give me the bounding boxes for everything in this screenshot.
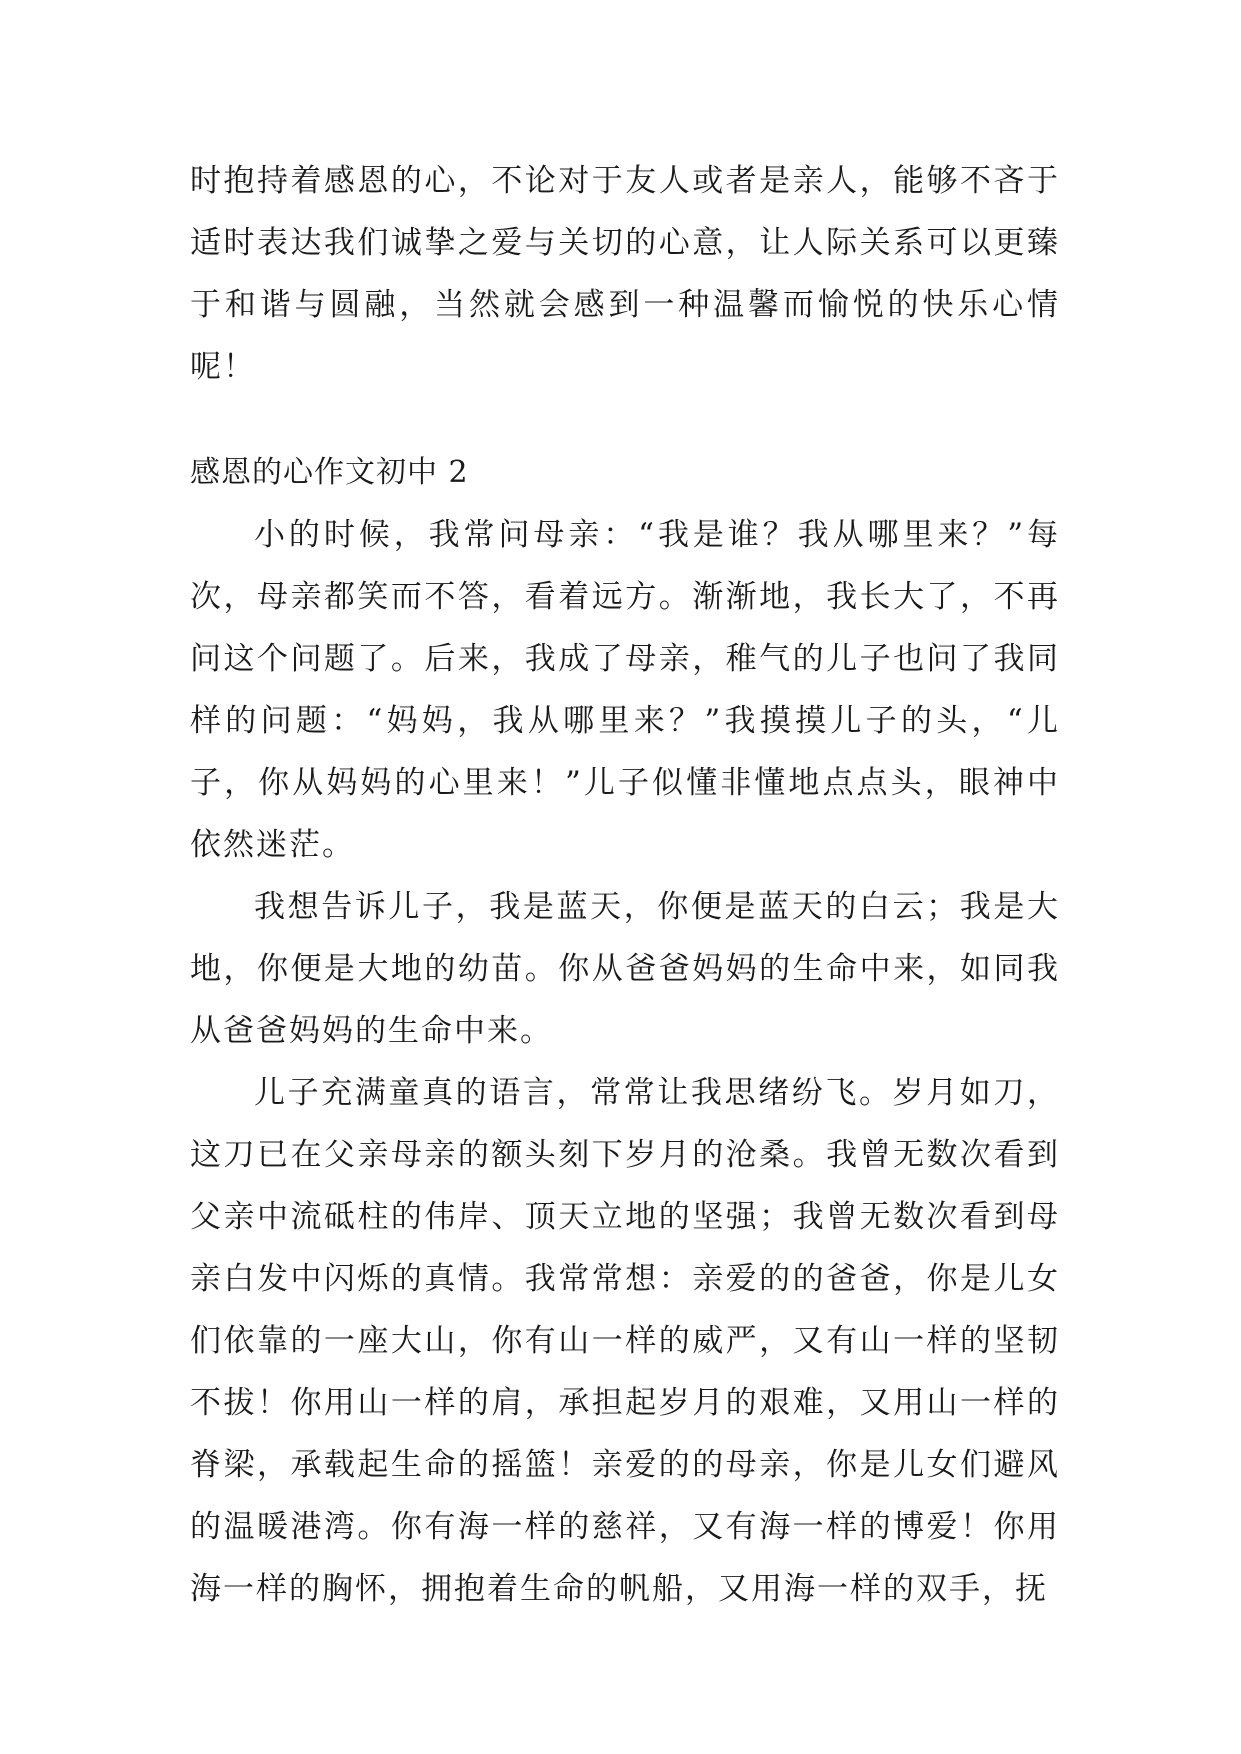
- paragraph-2: 我想告诉儿子，我是蓝天，你便是蓝天的白云；我是大地，你便是大地的幼苗。你从爸爸妈妈的生命中来，如同我从爸爸妈妈的生命中来。: [190, 889, 1060, 1049]
- paragraph-continued: 时抱持着感恩的心，不论对于友人或者是亲人，能够不吝于适时表达我们诚挚之爱与关切的心意，让人际关系可以更臻于和谐与圆融，当然就会感到一种温馨而愉悦的快乐心情呢！: [190, 163, 1060, 385]
- section-title: 感恩的心作文初中 2: [190, 455, 469, 490]
- document-body: [190, 150, 1060, 1620]
- paragraph-3: 儿子充满童真的语言，常常让我思绪纷飞。岁月如刀，这刀已在父亲母亲的额头刻下岁月的沧桑。我曾无数次看到父亲中流砥柱的伟岸、顶天立地的坚强；我曾无数次看到母亲白发中闪烁的真情。我常常想：亲爱的的爸爸，你是儿女们依靠的一座大山，你有山一样的威严，又有山一样的坚韧不拔！你用山一样的肩，承担起岁月的艰难，又用山一样的脊梁，承载起生命的摇篮！亲爱的的母亲，你是儿女们避风的温暖港湾。你有海一样的慈祥，又有海一样的博爱！你用海一样的胸怀，拥抱着生命的帆船，又用海一样的双手，抚: [190, 1075, 1060, 1607]
- paragraph-1: 小的时候，我常问母亲：“我是谁？我从哪里来？”每次，母亲都笑而不答，看着远方。渐渐地，我长大了，不再问这个问题了。后来，我成了母亲，稚气的儿子也问了我同样的问题：“妈妈，我从哪里来？”我摸摸儿子的头，“儿子，你从妈妈的心里来！”儿子似懂非懂地点点头，眼神中依然迷茫。: [190, 517, 1060, 863]
